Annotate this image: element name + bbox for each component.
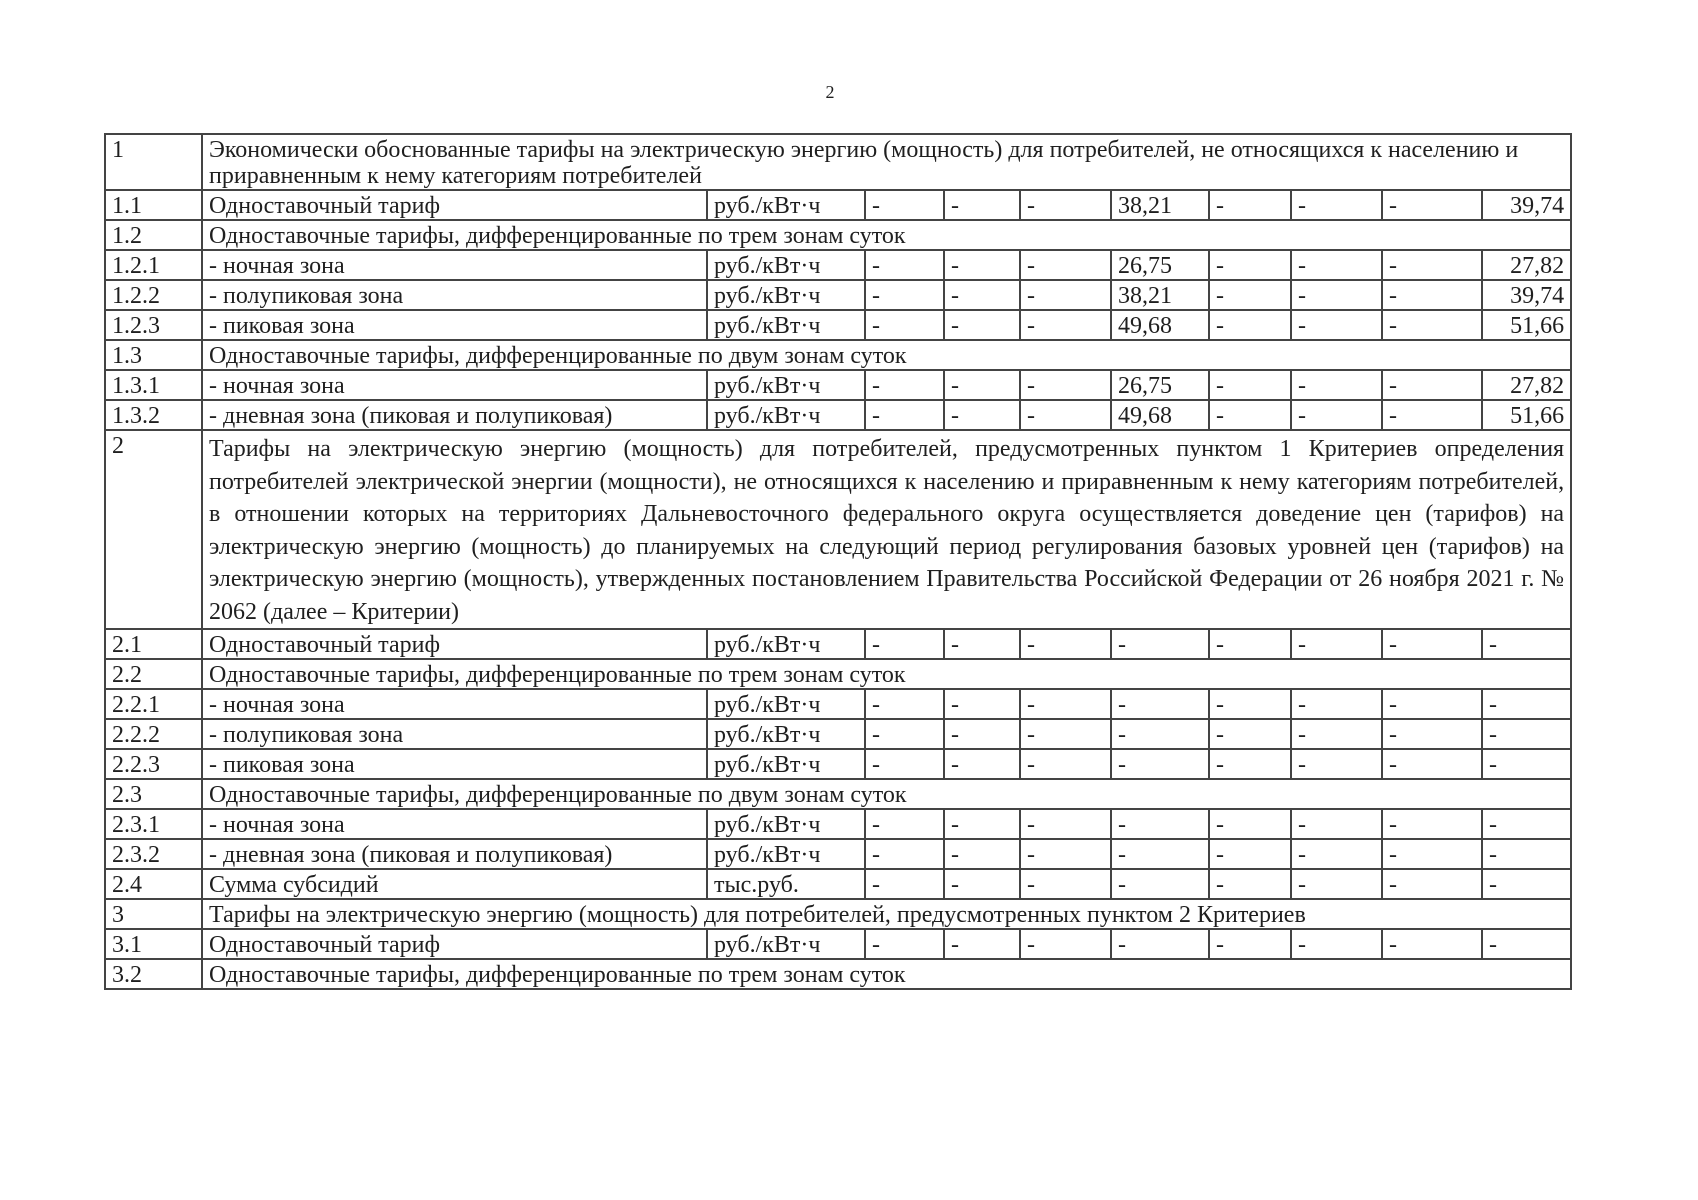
row-value: 39,74	[1482, 190, 1571, 220]
row-value: -	[1382, 929, 1482, 959]
table-row	[105, 220, 1571, 250]
row-unit: руб./кВт·ч	[707, 310, 865, 340]
row-value: -	[944, 719, 1020, 749]
row-value: -	[1209, 749, 1291, 779]
row-name: - ночная зона	[202, 689, 707, 719]
row-heading: Одноставочные тарифы, дифференцированные по двум зонам суток	[202, 779, 1571, 809]
row-value: -	[1382, 250, 1482, 280]
row-value: -	[1020, 929, 1111, 959]
row-value: -	[1020, 749, 1111, 779]
row-value: -	[865, 190, 944, 220]
row-number: 1.3.2	[105, 400, 202, 430]
row-value: -	[1111, 689, 1209, 719]
row-name: - ночная зона	[202, 370, 707, 400]
row-unit: руб./кВт·ч	[707, 929, 865, 959]
row-value: -	[865, 869, 944, 899]
row-name: Одноставочный тариф	[202, 929, 707, 959]
table-row	[105, 839, 1571, 869]
row-value: -	[1209, 250, 1291, 280]
row-value: -	[1111, 839, 1209, 869]
row-value: -	[944, 370, 1020, 400]
table-row	[105, 809, 1571, 839]
row-unit: руб./кВт·ч	[707, 749, 865, 779]
row-value: -	[1111, 719, 1209, 749]
row-unit: руб./кВт·ч	[707, 629, 865, 659]
row-name: - пиковая зона	[202, 310, 707, 340]
table-row	[105, 340, 1571, 370]
row-number: 2.4	[105, 869, 202, 899]
table-row	[105, 190, 1571, 220]
row-number: 1.3.1	[105, 370, 202, 400]
row-value: -	[944, 749, 1020, 779]
row-name: - дневная зона (пиковая и полупиковая)	[202, 400, 707, 430]
row-name: Одноставочный тариф	[202, 629, 707, 659]
row-name: Одноставочный тариф	[202, 190, 707, 220]
row-value: -	[1209, 370, 1291, 400]
row-value: -	[1482, 719, 1571, 749]
row-value: -	[865, 310, 944, 340]
row-value: -	[1209, 629, 1291, 659]
row-value: -	[944, 869, 1020, 899]
row-value: -	[944, 689, 1020, 719]
row-value: 26,75	[1111, 250, 1209, 280]
row-number: 2.2.1	[105, 689, 202, 719]
row-value: -	[1482, 689, 1571, 719]
table-row	[105, 869, 1571, 899]
row-value: -	[1291, 719, 1382, 749]
row-number: 1.3	[105, 340, 202, 370]
row-value: -	[1291, 809, 1382, 839]
row-value: -	[1020, 869, 1111, 899]
row-value: -	[1291, 929, 1382, 959]
row-value: -	[865, 400, 944, 430]
row-value: -	[1382, 400, 1482, 430]
row-value: -	[1020, 689, 1111, 719]
row-value: -	[1111, 749, 1209, 779]
row-value: -	[1382, 719, 1482, 749]
row-heading: Одноставочные тарифы, дифференцированные по трем зонам суток	[202, 220, 1571, 250]
row-number: 3.2	[105, 959, 202, 989]
table-row	[105, 310, 1571, 340]
row-value: -	[1382, 310, 1482, 340]
row-value: -	[865, 689, 944, 719]
table-row	[105, 280, 1571, 310]
row-value: -	[1291, 280, 1382, 310]
row-value: -	[865, 929, 944, 959]
row-value: 39,74	[1482, 280, 1571, 310]
row-value: 26,75	[1111, 370, 1209, 400]
row-heading: Одноставочные тарифы, дифференцированные по трем зонам суток	[202, 659, 1571, 689]
row-value: -	[1020, 250, 1111, 280]
table-row	[105, 629, 1571, 659]
row-name: - полупиковая зона	[202, 719, 707, 749]
row-name: - ночная зона	[202, 809, 707, 839]
row-value: -	[1209, 809, 1291, 839]
row-value: -	[1020, 839, 1111, 869]
row-unit: тыс.руб.	[707, 869, 865, 899]
row-number: 2.2	[105, 659, 202, 689]
row-unit: руб./кВт·ч	[707, 719, 865, 749]
row-number: 1.2.3	[105, 310, 202, 340]
row-value: -	[1209, 400, 1291, 430]
row-value: -	[944, 280, 1020, 310]
tariff-table	[104, 133, 1572, 990]
row-value: -	[1291, 250, 1382, 280]
row-value: -	[1020, 629, 1111, 659]
row-value: -	[1382, 689, 1482, 719]
row-unit: руб./кВт·ч	[707, 839, 865, 869]
row-name: - пиковая зона	[202, 749, 707, 779]
row-value: -	[1482, 809, 1571, 839]
row-value: -	[1291, 839, 1382, 869]
row-value: -	[1291, 869, 1382, 899]
row-unit: руб./кВт·ч	[707, 250, 865, 280]
row-number: 2.1	[105, 629, 202, 659]
page-number: 2	[825, 82, 835, 102]
row-number: 1.2.2	[105, 280, 202, 310]
row-value: -	[1291, 310, 1382, 340]
row-value: -	[1482, 629, 1571, 659]
row-value: -	[1020, 190, 1111, 220]
row-value: -	[865, 250, 944, 280]
table-row	[105, 250, 1571, 280]
row-name: - ночная зона	[202, 250, 707, 280]
row-value: -	[944, 400, 1020, 430]
table-row	[105, 430, 1571, 629]
row-value: -	[944, 929, 1020, 959]
row-heading: Одноставочные тарифы, дифференцированные по трем зонам суток	[202, 959, 1571, 989]
row-value: -	[944, 190, 1020, 220]
table-row	[105, 779, 1571, 809]
row-value: -	[1291, 400, 1382, 430]
row-number: 2.3.2	[105, 839, 202, 869]
row-value: -	[1111, 809, 1209, 839]
row-value: -	[1209, 689, 1291, 719]
row-value: -	[944, 839, 1020, 869]
row-value: -	[1291, 370, 1382, 400]
row-value: -	[1482, 929, 1571, 959]
row-number: 1.2.1	[105, 250, 202, 280]
row-number: 2	[105, 430, 202, 629]
table-row	[105, 689, 1571, 719]
row-number: 3.1	[105, 929, 202, 959]
row-unit: руб./кВт·ч	[707, 190, 865, 220]
row-value: -	[944, 250, 1020, 280]
row-value: 51,66	[1482, 310, 1571, 340]
row-value: -	[1382, 809, 1482, 839]
row-value: -	[944, 809, 1020, 839]
row-heading: Одноставочные тарифы, дифференцированные по двум зонам суток	[202, 340, 1571, 370]
row-number: 2.2.2	[105, 719, 202, 749]
row-value: -	[1020, 719, 1111, 749]
row-heading: Экономически обоснованные тарифы на электрическую энергию (мощность) для потребителей, не относящихся к населению и приравненным к нему категориям потребителей	[202, 134, 1571, 190]
table-row	[105, 929, 1571, 959]
row-value: -	[1111, 629, 1209, 659]
table-row	[105, 719, 1571, 749]
row-unit: руб./кВт·ч	[707, 370, 865, 400]
row-value: -	[1382, 629, 1482, 659]
row-value: -	[1382, 370, 1482, 400]
row-value: -	[1291, 190, 1382, 220]
table-row	[105, 134, 1571, 190]
row-value: -	[1382, 280, 1482, 310]
row-value: -	[1209, 280, 1291, 310]
row-value: -	[1291, 749, 1382, 779]
row-value: -	[1482, 749, 1571, 779]
table-row	[105, 370, 1571, 400]
row-value: -	[1382, 869, 1482, 899]
row-value: -	[1020, 280, 1111, 310]
row-value: -	[1382, 190, 1482, 220]
row-value: -	[1209, 719, 1291, 749]
row-unit: руб./кВт·ч	[707, 280, 865, 310]
row-number: 1.2	[105, 220, 202, 250]
row-value: -	[1209, 869, 1291, 899]
row-heading: Тарифы на электрическую энергию (мощность) для потребителей, предусмотренных пунктом 1 Критериев определения потребителей электрической энергии (мощности), не относящихся к населению и приравненным к нему категориям потребителей, в отношении которых на территориях Дальневосточного федерального округа осуществляется доведение цен (тарифов) на электрическую энергию (мощность) до планируемых на следующий период регулирования базовых уровней цен (тарифов) на электрическую энергию (мощность), утвержденных постановлением Правительства Российской Федерации от 26 ноября 2021 г. № 2062 (далее – Критерии)	[202, 430, 1571, 629]
row-value: -	[1209, 839, 1291, 869]
row-value: -	[865, 719, 944, 749]
row-value: -	[1020, 809, 1111, 839]
row-value: 38,21	[1111, 190, 1209, 220]
row-number: 2.3	[105, 779, 202, 809]
row-value: -	[1209, 190, 1291, 220]
row-value: -	[1020, 400, 1111, 430]
row-value: -	[1020, 310, 1111, 340]
table-row	[105, 659, 1571, 689]
row-value: 51,66	[1482, 400, 1571, 430]
row-value: -	[1209, 929, 1291, 959]
row-unit: руб./кВт·ч	[707, 809, 865, 839]
row-number: 3	[105, 899, 202, 929]
row-name: - полупиковая зона	[202, 280, 707, 310]
row-heading: Тарифы на электрическую энергию (мощность) для потребителей, предусмотренных пунктом 2 Критериев	[202, 899, 1571, 929]
row-value: -	[1382, 749, 1482, 779]
row-value: 27,82	[1482, 370, 1571, 400]
row-value: -	[865, 749, 944, 779]
row-value: 49,68	[1111, 310, 1209, 340]
row-value: -	[865, 839, 944, 869]
row-number: 1.1	[105, 190, 202, 220]
row-unit: руб./кВт·ч	[707, 689, 865, 719]
row-value: -	[944, 629, 1020, 659]
row-value: 49,68	[1111, 400, 1209, 430]
row-value: 27,82	[1482, 250, 1571, 280]
row-value: -	[1111, 869, 1209, 899]
row-number: 2.3.1	[105, 809, 202, 839]
row-value: -	[1209, 310, 1291, 340]
row-value: -	[1291, 629, 1382, 659]
table-row	[105, 749, 1571, 779]
row-value: -	[944, 310, 1020, 340]
row-name: - дневная зона (пиковая и полупиковая)	[202, 839, 707, 869]
row-unit: руб./кВт·ч	[707, 400, 865, 430]
table-row	[105, 959, 1571, 989]
row-value: -	[1482, 839, 1571, 869]
table-row	[105, 899, 1571, 929]
row-number: 2.2.3	[105, 749, 202, 779]
row-value: -	[1382, 839, 1482, 869]
row-value: 38,21	[1111, 280, 1209, 310]
row-value: -	[1111, 929, 1209, 959]
row-value: -	[865, 280, 944, 310]
row-number: 1	[105, 134, 202, 190]
row-value: -	[865, 370, 944, 400]
row-value: -	[865, 809, 944, 839]
row-name: Сумма субсидий	[202, 869, 707, 899]
row-value: -	[1020, 370, 1111, 400]
table-row	[105, 400, 1571, 430]
row-value: -	[1291, 689, 1382, 719]
row-value: -	[1482, 869, 1571, 899]
row-value: -	[865, 629, 944, 659]
